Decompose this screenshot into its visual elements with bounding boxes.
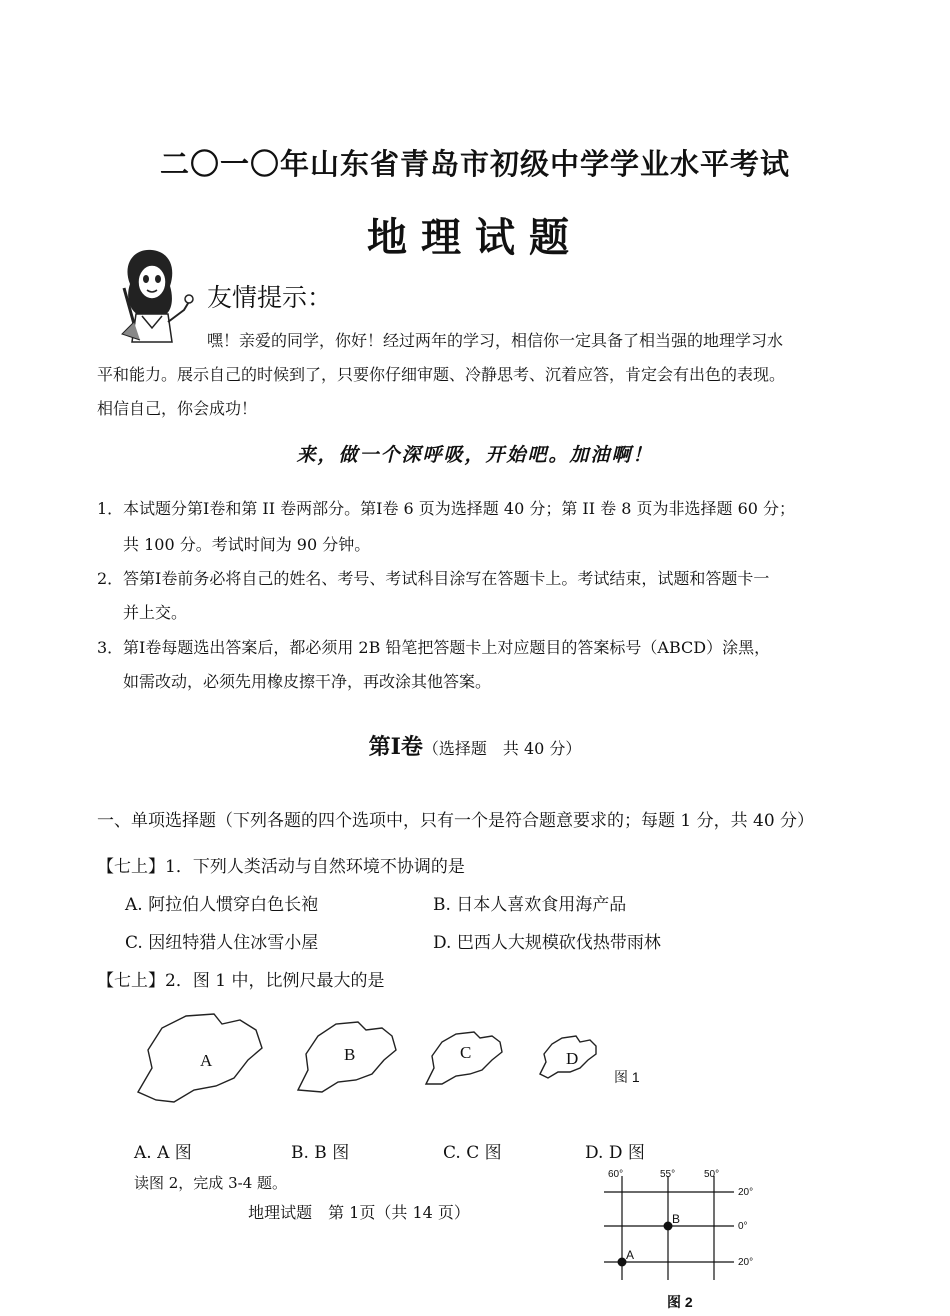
q1-option-c: C. 因纽特猎人住冰雪小屋 bbox=[125, 933, 319, 953]
page-footer: 地理试题 第 1页（共 14 页） bbox=[248, 1203, 470, 1222]
notice-num-2: 2． bbox=[97, 569, 124, 588]
section-title: 一、单项选择题（下列各题的四个选项中，只有一个是符合题意要求的；每题 1 分，共 40 分） bbox=[97, 811, 815, 831]
notice-2-line-2: 并上交。 bbox=[123, 603, 188, 622]
exam-title: 二〇一〇年山东省青岛市初级中学学业水平考试 bbox=[159, 147, 790, 181]
motto: 来，做一个深呼吸，开始吧。加油啊！ bbox=[296, 444, 654, 466]
q1-option-b: B. 日本人喜欢食用海产品 bbox=[433, 895, 627, 915]
q1-option-a: A. 阿拉伯人惯穿白色长袍 bbox=[125, 895, 319, 915]
part-title bbox=[0, 730, 950, 761]
figure-2-caption: 图 2 bbox=[667, 1294, 693, 1310]
q2-stem: 【七上】2．图 1 中，比例尺最大的是 bbox=[97, 971, 385, 991]
figure-1-maps bbox=[130, 1008, 630, 1108]
map-label-a: A bbox=[200, 1051, 213, 1070]
cartoon-girl-icon bbox=[112, 244, 194, 344]
map-label-b: B bbox=[344, 1045, 356, 1064]
notice-1-line-1: 本试题分第Ⅰ卷和第 II 卷两部分。第Ⅰ卷 6 页为选择题 40 分；第 II 卷 8 页为非选择题 60 分； bbox=[123, 499, 796, 518]
notice-num-3: 3． bbox=[97, 638, 124, 657]
notice-3-line-2: 如需改动，必须先用橡皮擦干净，再改涂其他答案。 bbox=[123, 672, 492, 691]
tip-line-2: 平和能力。展示自己的时候到了，只要你仔细审题、冷静思考、沉着应答，肯定会有出色的表现。 bbox=[97, 365, 786, 384]
latitude-label-1: 20° bbox=[738, 1187, 754, 1198]
q2-option-d: D. D 图 bbox=[585, 1143, 645, 1163]
tip-line-1: 嘿！亲爱的同学，你好！经过两年的学习，相信你一定具备了相当强的地理学习水 bbox=[207, 331, 784, 350]
figure-1-caption: 图 1 bbox=[614, 1069, 640, 1085]
map-label-c: C bbox=[460, 1043, 472, 1062]
tip-line-3: 相信自己，你会成功！ bbox=[97, 399, 258, 418]
part-title-main: 第Ⅰ卷 bbox=[368, 734, 423, 760]
tip-title: 友情提示： bbox=[207, 283, 333, 312]
longitude-label-3: 50° bbox=[704, 1169, 720, 1180]
q1-stem: 【七上】1．下列人类活动与自然环境不协调的是 bbox=[97, 857, 465, 877]
point-a-label: A bbox=[626, 1248, 635, 1262]
q2-option-b: B. B 图 bbox=[291, 1143, 350, 1163]
q2-option-a: A. A 图 bbox=[134, 1143, 192, 1163]
notice-1-line-2: 共 100 分。考试时间为 90 分钟。 bbox=[123, 535, 371, 554]
notice-2-line-1: 答第Ⅰ卷前务必将自己的姓名、考号、考试科目涂写在答题卡上。考试结束，试题和答题卡一 bbox=[123, 569, 770, 588]
q34-intro: 读图 2，完成 3-4 题。 bbox=[134, 1174, 288, 1192]
notice-num-1: 1． bbox=[97, 499, 124, 518]
q2-option-c: C. C 图 bbox=[443, 1143, 502, 1163]
longitude-label-2: 55° bbox=[660, 1169, 676, 1180]
part-title-sub: （选择题 共 40 分） bbox=[422, 739, 582, 758]
latitude-label-2: 0° bbox=[738, 1221, 748, 1232]
notice-3-line-1: 第Ⅰ卷每题选出答案后，都必须用 2B 铅笔把答题卡上对应题目的答案标号（ABCD）涂黑， bbox=[123, 638, 771, 657]
subject-title: 地理试题 bbox=[367, 214, 583, 261]
latitude-label-3: 20° bbox=[738, 1257, 754, 1268]
q1-option-d: D. 巴西人大规模砍伐热带雨林 bbox=[433, 933, 661, 953]
point-b-label: B bbox=[672, 1212, 681, 1226]
figure-2-grid bbox=[600, 1164, 770, 1284]
map-label-d: D bbox=[566, 1049, 579, 1068]
longitude-label-1: 60° bbox=[608, 1169, 624, 1180]
